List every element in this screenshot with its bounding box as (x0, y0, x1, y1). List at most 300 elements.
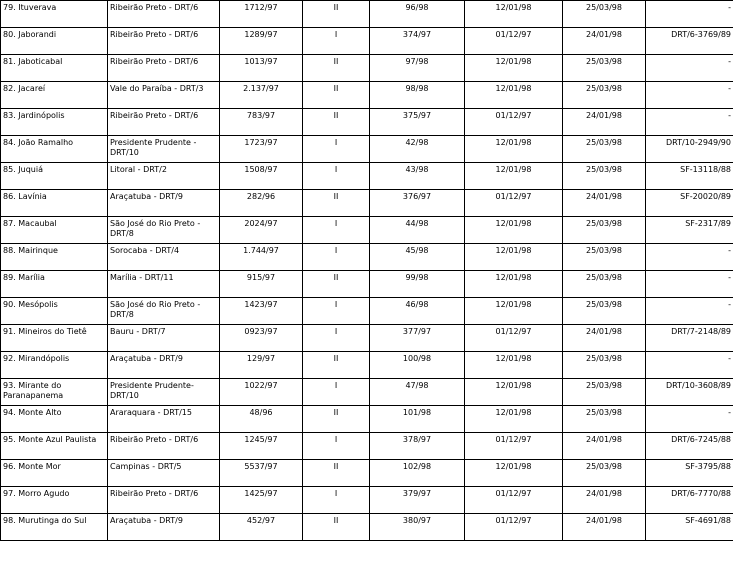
sent-date-cell (465, 55, 563, 82)
table-row (1, 460, 733, 487)
table-row (1, 298, 733, 325)
return-date-cell-text: 24/01/98 (586, 435, 622, 444)
group-cell-text: I (334, 489, 338, 498)
sent-date-cell-text: 01/12/97 (495, 111, 532, 120)
process-number-cell (220, 433, 303, 460)
regional-office-cell (108, 190, 220, 217)
regional-office-cell (108, 514, 220, 541)
process-number-cell-text: 0923/97 (244, 327, 278, 336)
regional-office-cell-text: Araraquara - DRT/15 (110, 408, 192, 417)
sent-date-cell-text: 01/12/97 (495, 516, 532, 525)
regional-office-cell-text: Araçatuba - DRT/9 (110, 516, 183, 525)
regional-office-cell-text: São José do Rio Preto - DRT/8 (110, 219, 201, 238)
regional-office-cell-text: Ribeirão Preto - DRT/6 (110, 57, 199, 66)
reference-cell-text: - (728, 84, 731, 93)
reference-cell-text: SF-3795/88 (685, 462, 731, 471)
regional-office-cell-text: São José do Rio Preto - DRT/8 (110, 300, 201, 319)
return-date-cell (563, 514, 646, 541)
reference-cell (646, 217, 733, 244)
return-date-cell-text: 24/01/98 (586, 111, 622, 120)
regional-office-cell-text: Ribeirão Preto - DRT/6 (110, 489, 199, 498)
letter-number-cell-text: 375/97 (402, 111, 432, 120)
process-number-cell (220, 352, 303, 379)
regional-office-cell (108, 352, 220, 379)
return-date-cell (563, 271, 646, 298)
letter-number-cell-text: 99/98 (405, 273, 429, 282)
sent-date-cell (465, 379, 563, 406)
sent-date-cell (465, 433, 563, 460)
municipality-cell-text: 82. Jacareí (3, 84, 46, 93)
reference-cell (646, 433, 733, 460)
return-date-cell-text: 24/01/98 (586, 192, 622, 201)
regional-office-cell-text: Araçatuba - DRT/9 (110, 354, 183, 363)
process-number-cell (220, 1, 303, 28)
municipality-cell (1, 55, 108, 82)
process-number-cell-text: 2.137/97 (243, 84, 279, 93)
process-number-cell-text: 1022/97 (244, 381, 278, 390)
municipality-cell-text: 91. Mineiros do Tietê (3, 327, 87, 336)
group-cell (303, 271, 370, 298)
letter-number-cell-text: 378/97 (402, 435, 432, 444)
reference-cell (646, 136, 733, 163)
return-date-cell-text: 25/03/98 (586, 246, 622, 255)
sent-date-cell (465, 487, 563, 514)
return-date-cell (563, 244, 646, 271)
sent-date-cell (465, 460, 563, 487)
municipality-cell-text: 93. Mirante do Paranapanema (3, 381, 64, 400)
reference-cell-text: SF-20020/89 (680, 192, 731, 201)
municipality-cell (1, 271, 108, 298)
return-date-cell (563, 460, 646, 487)
reference-cell-text: - (728, 273, 731, 282)
letter-number-cell-text: 374/97 (402, 30, 432, 39)
return-date-cell (563, 28, 646, 55)
process-number-cell (220, 217, 303, 244)
regional-office-cell-text: Ribeirão Preto - DRT/6 (110, 435, 199, 444)
letter-number-cell-text: 101/98 (402, 408, 432, 417)
regional-office-cell (108, 1, 220, 28)
municipality-cell (1, 109, 108, 136)
letter-number-cell (370, 55, 465, 82)
sent-date-cell (465, 82, 563, 109)
letter-number-cell-text: 47/98 (405, 381, 429, 390)
group-cell (303, 82, 370, 109)
reference-cell (646, 163, 733, 190)
table-body (1, 1, 733, 541)
process-number-cell-text: 915/97 (246, 273, 276, 282)
process-number-cell (220, 109, 303, 136)
table-row (1, 514, 733, 541)
group-cell-text: II (333, 111, 339, 120)
table-row (1, 406, 733, 433)
process-number-cell-text: 48/96 (249, 408, 273, 417)
municipality-cell (1, 433, 108, 460)
process-number-cell (220, 460, 303, 487)
municipality-cell-text: 98. Murutinga do Sul (3, 516, 87, 525)
process-number-cell (220, 55, 303, 82)
group-cell-text: II (333, 84, 339, 93)
process-number-cell-text: 1423/97 (244, 300, 278, 309)
reference-cell (646, 406, 733, 433)
process-number-cell (220, 325, 303, 352)
municipality-cell (1, 298, 108, 325)
group-cell-text: II (333, 354, 339, 363)
return-date-cell (563, 55, 646, 82)
regional-office-cell-text: Marília - DRT/11 (110, 273, 174, 282)
letter-number-cell (370, 379, 465, 406)
letter-number-cell (370, 28, 465, 55)
letter-number-cell-text: 379/97 (402, 489, 432, 498)
sent-date-cell-text: 12/01/98 (495, 219, 532, 228)
regional-office-cell-text: Ribeirão Preto - DRT/6 (110, 111, 199, 120)
table-row (1, 28, 733, 55)
regional-office-cell (108, 271, 220, 298)
municipality-cell (1, 514, 108, 541)
group-cell (303, 460, 370, 487)
municipality-cell (1, 1, 108, 28)
return-date-cell-text: 25/03/98 (586, 273, 622, 282)
letter-number-cell-text: 42/98 (405, 138, 429, 147)
return-date-cell-text: 25/03/98 (586, 300, 622, 309)
regional-office-cell-text: Bauru - DRT/7 (110, 327, 166, 336)
group-cell-text: II (333, 273, 339, 282)
process-number-cell (220, 28, 303, 55)
regional-office-cell (108, 298, 220, 325)
regional-office-cell-text: Presidente Prudente- DRT/10 (110, 381, 194, 400)
letter-number-cell (370, 163, 465, 190)
reference-cell-text: SF-4691/88 (685, 516, 731, 525)
municipality-cell-text: 96. Monte Mor (3, 462, 61, 471)
sent-date-cell (465, 109, 563, 136)
municipality-cell-text: 87. Macaubal (3, 219, 57, 228)
reference-cell-text: - (728, 354, 731, 363)
return-date-cell (563, 109, 646, 136)
sent-date-cell-text: 12/01/98 (495, 84, 532, 93)
reference-cell (646, 352, 733, 379)
regional-office-cell-text: Vale do Paraíba - DRT/3 (110, 84, 204, 93)
reference-cell (646, 190, 733, 217)
return-date-cell (563, 433, 646, 460)
return-date-cell-text: 25/03/98 (586, 138, 622, 147)
reference-cell (646, 514, 733, 541)
municipality-cell (1, 217, 108, 244)
letter-number-cell (370, 190, 465, 217)
regional-office-cell-text: Campinas - DRT/5 (110, 462, 182, 471)
regional-office-cell-text: Ribeirão Preto - DRT/6 (110, 30, 199, 39)
letter-number-cell-text: 380/97 (402, 516, 432, 525)
return-date-cell (563, 190, 646, 217)
municipality-cell-text: 80. Jaborandi (3, 30, 57, 39)
sent-date-cell-text: 12/01/98 (495, 300, 532, 309)
reference-cell (646, 487, 733, 514)
table-row (1, 136, 733, 163)
process-number-cell (220, 298, 303, 325)
group-cell (303, 487, 370, 514)
sent-date-cell-text: 01/12/97 (495, 489, 532, 498)
group-cell-text: I (334, 435, 338, 444)
reference-cell (646, 298, 733, 325)
reference-cell-text: DRT/6-7770/88 (671, 489, 731, 498)
return-date-cell (563, 325, 646, 352)
sent-date-cell-text: 12/01/98 (495, 354, 532, 363)
return-date-cell-text: 24/01/98 (586, 327, 622, 336)
municipality-cell-text: 95. Monte Azul Paulista (3, 435, 97, 444)
table-row (1, 163, 733, 190)
municipality-cell (1, 406, 108, 433)
sent-date-cell (465, 28, 563, 55)
municipality-cell (1, 487, 108, 514)
reference-cell (646, 271, 733, 298)
municipality-cell-text: 94. Monte Alto (3, 408, 62, 417)
letter-number-cell (370, 136, 465, 163)
return-date-cell (563, 406, 646, 433)
process-number-cell (220, 406, 303, 433)
regional-office-cell (108, 109, 220, 136)
regional-office-cell (108, 379, 220, 406)
group-cell (303, 379, 370, 406)
process-number-cell-text: 1712/97 (244, 3, 278, 12)
process-number-cell (220, 379, 303, 406)
sent-date-cell (465, 217, 563, 244)
sent-date-cell-text: 12/01/98 (495, 246, 532, 255)
letter-number-cell-text: 96/98 (405, 3, 429, 12)
regional-office-cell (108, 244, 220, 271)
reference-cell-text: - (728, 111, 731, 120)
letter-number-cell (370, 433, 465, 460)
municipality-cell-text: 97. Morro Agudo (3, 489, 70, 498)
regional-office-cell-text: Araçatuba - DRT/9 (110, 192, 183, 201)
letter-number-cell (370, 514, 465, 541)
reference-cell (646, 55, 733, 82)
sent-date-cell-text: 12/01/98 (495, 57, 532, 66)
sent-date-cell-text: 12/01/98 (495, 462, 532, 471)
group-cell-text: I (334, 381, 338, 390)
group-cell-text: II (333, 3, 339, 12)
return-date-cell (563, 352, 646, 379)
municipality-cell-text: 83. Jardinópolis (3, 111, 65, 120)
group-cell-text: II (333, 462, 339, 471)
sent-date-cell-text: 12/01/98 (495, 165, 532, 174)
reference-cell (646, 109, 733, 136)
municipality-cell (1, 82, 108, 109)
process-number-cell (220, 244, 303, 271)
municipality-cell (1, 190, 108, 217)
group-cell-text: I (334, 219, 338, 228)
regional-office-cell (108, 487, 220, 514)
process-number-cell-text: 1245/97 (244, 435, 278, 444)
letter-number-cell (370, 217, 465, 244)
sent-date-cell-text: 12/01/98 (495, 408, 532, 417)
process-number-cell-text: 5537/97 (244, 462, 278, 471)
group-cell (303, 1, 370, 28)
process-number-cell (220, 136, 303, 163)
letter-number-cell (370, 406, 465, 433)
group-cell-text: I (334, 327, 338, 336)
table-row (1, 271, 733, 298)
table-row (1, 1, 733, 28)
process-number-cell (220, 271, 303, 298)
municipality-cell-text: 86. Lavínia (3, 192, 47, 201)
sent-date-cell (465, 406, 563, 433)
group-cell (303, 109, 370, 136)
group-cell (303, 514, 370, 541)
municipality-cell-text: 84. João Ramalho (3, 138, 74, 147)
group-cell (303, 298, 370, 325)
regional-office-cell (108, 325, 220, 352)
process-number-cell-text: 1723/97 (244, 138, 278, 147)
process-number-cell-text: 1425/97 (244, 489, 278, 498)
municipality-cell (1, 325, 108, 352)
regional-office-cell (108, 163, 220, 190)
letter-number-cell-text: 44/98 (405, 219, 429, 228)
table-row (1, 109, 733, 136)
return-date-cell-text: 24/01/98 (586, 30, 622, 39)
municipality-cell-text: 89. Marília (3, 273, 45, 282)
sent-date-cell (465, 163, 563, 190)
sent-date-cell (465, 1, 563, 28)
process-number-cell-text: 129/97 (246, 354, 276, 363)
table-row (1, 379, 733, 406)
municipality-cell (1, 460, 108, 487)
regional-office-cell-text: Presidente Prudente - DRT/10 (110, 138, 197, 157)
municipality-cell-text: 88. Mairinque (3, 246, 58, 255)
letter-number-cell (370, 1, 465, 28)
reference-cell (646, 460, 733, 487)
group-cell (303, 406, 370, 433)
process-number-cell (220, 190, 303, 217)
reference-cell-text: DRT/6-7245/88 (671, 435, 731, 444)
return-date-cell-text: 25/03/98 (586, 165, 622, 174)
regional-office-cell (108, 55, 220, 82)
reference-cell-text: - (728, 300, 731, 309)
regional-office-cell (108, 406, 220, 433)
municipality-cell (1, 28, 108, 55)
letter-number-cell (370, 298, 465, 325)
sent-date-cell (465, 325, 563, 352)
process-number-cell-text: 452/97 (246, 516, 276, 525)
return-date-cell (563, 163, 646, 190)
reference-cell-text: DRT/10-3608/89 (665, 381, 731, 390)
table-row (1, 244, 733, 271)
letter-number-cell (370, 271, 465, 298)
sent-date-cell (465, 352, 563, 379)
regional-office-cell (108, 136, 220, 163)
group-cell-text: I (334, 246, 338, 255)
group-cell-text: II (333, 192, 339, 201)
reference-cell (646, 325, 733, 352)
letter-number-cell (370, 244, 465, 271)
letter-number-cell (370, 109, 465, 136)
reference-cell (646, 379, 733, 406)
regional-office-cell-text: Sorocaba - DRT/4 (110, 246, 180, 255)
municipality-cell (1, 244, 108, 271)
return-date-cell-text: 25/03/98 (586, 462, 622, 471)
regional-office-cell-text: Litoral - DRT/2 (110, 165, 167, 174)
reference-cell-text: - (728, 408, 731, 417)
group-cell (303, 352, 370, 379)
sent-date-cell-text: 01/12/97 (495, 435, 532, 444)
return-date-cell-text: 25/03/98 (586, 408, 622, 417)
return-date-cell-text: 25/03/98 (586, 354, 622, 363)
table-row (1, 190, 733, 217)
letter-number-cell (370, 82, 465, 109)
municipality-cell-text: 90. Mesópolis (3, 300, 58, 309)
table-row (1, 82, 733, 109)
group-cell-text: I (334, 138, 338, 147)
letter-number-cell-text: 43/98 (405, 165, 429, 174)
regional-office-cell (108, 460, 220, 487)
group-cell (303, 244, 370, 271)
process-number-cell (220, 82, 303, 109)
table-row (1, 325, 733, 352)
municipality-cell-text: 79. Ituverava (3, 3, 57, 12)
municipality-cell-text: 81. Jaboticabal (3, 57, 63, 66)
regional-office-cell (108, 28, 220, 55)
table-row (1, 55, 733, 82)
regional-office-cell (108, 82, 220, 109)
group-cell (303, 55, 370, 82)
return-date-cell (563, 136, 646, 163)
reference-cell-text: DRT/10-2949/90 (665, 138, 731, 147)
municipality-cell-text: 85. Juquiá (3, 165, 43, 174)
process-number-cell-text: 1289/97 (244, 30, 278, 39)
regional-office-cell (108, 217, 220, 244)
table-row (1, 487, 733, 514)
reference-cell (646, 1, 733, 28)
group-cell-text: I (334, 30, 338, 39)
return-date-cell (563, 217, 646, 244)
process-number-cell (220, 487, 303, 514)
process-number-cell (220, 163, 303, 190)
letter-number-cell (370, 487, 465, 514)
return-date-cell (563, 379, 646, 406)
sent-date-cell (465, 244, 563, 271)
reference-cell-text: DRT/7-2148/89 (671, 327, 731, 336)
return-date-cell-text: 25/03/98 (586, 381, 622, 390)
group-cell (303, 433, 370, 460)
municipality-cell (1, 352, 108, 379)
table-row (1, 352, 733, 379)
letter-number-cell-text: 377/97 (402, 327, 432, 336)
letter-number-cell (370, 325, 465, 352)
return-date-cell (563, 487, 646, 514)
letter-number-cell-text: 97/98 (405, 57, 429, 66)
sent-date-cell-text: 12/01/98 (495, 3, 532, 12)
group-cell (303, 190, 370, 217)
group-cell (303, 163, 370, 190)
return-date-cell-text: 25/03/98 (586, 219, 622, 228)
letter-number-cell (370, 460, 465, 487)
sent-date-cell-text: 01/12/97 (495, 192, 532, 201)
sent-date-cell-text: 01/12/97 (495, 30, 532, 39)
reference-cell (646, 28, 733, 55)
letter-number-cell-text: 102/98 (402, 462, 432, 471)
sent-date-cell (465, 298, 563, 325)
group-cell (303, 28, 370, 55)
process-number-cell-text: 1508/97 (244, 165, 278, 174)
process-number-cell-text: 1013/97 (244, 57, 278, 66)
letter-number-cell (370, 352, 465, 379)
table-row (1, 433, 733, 460)
group-cell (303, 136, 370, 163)
sent-date-cell (465, 190, 563, 217)
return-date-cell (563, 1, 646, 28)
sent-date-cell (465, 271, 563, 298)
reference-cell-text: SF-2317/89 (685, 219, 731, 228)
group-cell-text: II (333, 408, 339, 417)
return-date-cell-text: 25/03/98 (586, 3, 622, 12)
reference-cell-text: DRT/6-3769/89 (671, 30, 731, 39)
